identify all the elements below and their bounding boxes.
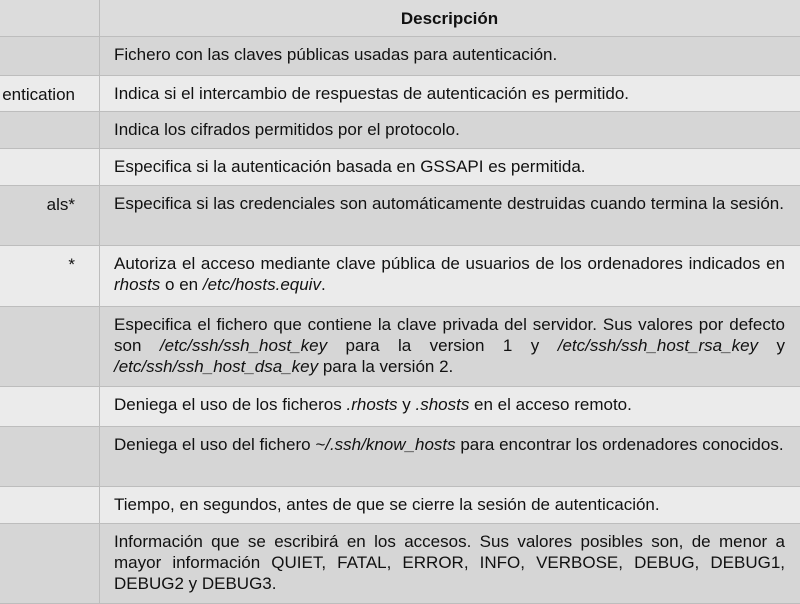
- table-body: [0, 37, 800, 604]
- option-name-cell: [0, 307, 100, 386]
- option-description: Deniega el uso de los ficheros .rhosts y .shosts en el acceso remoto.: [114, 395, 632, 414]
- table-header-row: [0, 0, 800, 37]
- table-row: [0, 112, 800, 149]
- option-description: Especifica el fichero que contiene la clave privada del servidor. Sus valores por defecto son /etc/ssh/ssh_host_key para la version 1 y /etc/ssh/ssh_host_rsa_key y /etc/ssh/ssh_host_dsa_key para la versión 2.: [114, 315, 785, 376]
- option-name-cell: [0, 37, 100, 75]
- table-row: [0, 149, 800, 186]
- option-description: Especifica si las credenciales son automáticamente destruidas cuando termina la sesión.: [114, 194, 784, 213]
- option-name: entication: [2, 85, 75, 104]
- table-row: [0, 524, 800, 604]
- option-name-cell: [0, 186, 100, 245]
- option-description: Autoriza el acceso mediante clave pública de usuarios de los ordenadores indicados en rhosts o en /etc/hosts.equiv.: [114, 254, 785, 294]
- option-name: *: [68, 255, 75, 274]
- option-name-cell: [0, 387, 100, 426]
- option-description: Fichero con las claves públicas usadas para autenticación.: [114, 45, 558, 64]
- option-name-cell: [0, 524, 100, 603]
- table-row: [0, 487, 800, 524]
- table-row: [0, 387, 800, 427]
- option-name: als*: [46, 195, 75, 214]
- option-description: Indica los cifrados permitidos por el protocolo.: [114, 120, 460, 139]
- table-row: [0, 76, 800, 112]
- table-row: [0, 186, 800, 246]
- table-row: [0, 37, 800, 76]
- table-row: [0, 246, 800, 307]
- table-row: [0, 307, 800, 387]
- header-option-cell: [0, 0, 100, 36]
- option-description: Tiempo, en segundos, antes de que se cierre la sesión de autenticación.: [114, 495, 660, 514]
- option-description: Información que se escribirá en los accesos. Sus valores posibles son, de menor a mayor información QUIET, FATAL, ERROR, INFO, VERBOSE, DEBUG, DEBUG1, DEBUG2 y DEBUG3.: [114, 532, 785, 593]
- option-description: Deniega el uso del fichero ~/.ssh/know_hosts para encontrar los ordenadores conocidos.: [114, 435, 784, 454]
- option-name-cell: [0, 427, 100, 486]
- option-name-cell: [0, 112, 100, 148]
- option-description: Indica si el intercambio de respuestas de autenticación es permitido.: [114, 84, 630, 103]
- table-row: [0, 427, 800, 487]
- option-name-cell: [0, 246, 100, 306]
- header-description: Descripción: [400, 9, 499, 28]
- option-description: Especifica si la autenticación basada en GSSAPI es permitida.: [114, 157, 586, 176]
- option-name-cell: [0, 76, 100, 111]
- option-name-cell: [0, 149, 100, 185]
- option-name-cell: [0, 487, 100, 523]
